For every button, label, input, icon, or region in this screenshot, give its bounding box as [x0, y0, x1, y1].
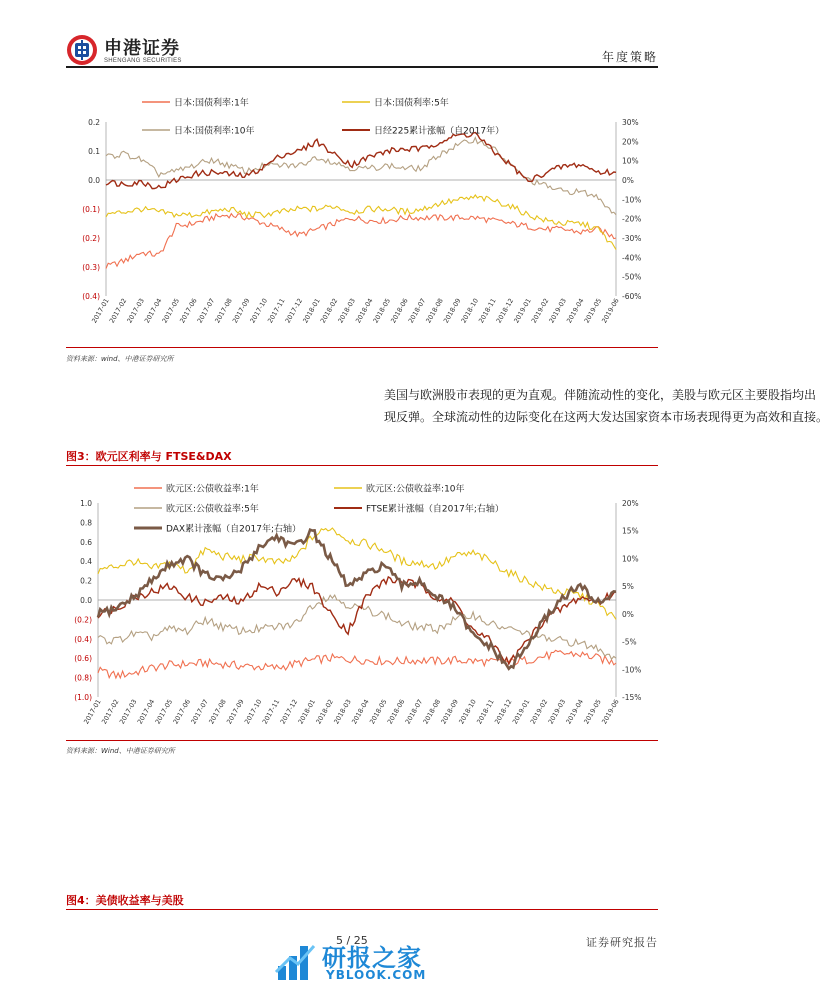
x-tick-label: 2017-08 — [213, 297, 234, 325]
left-tick-label: 0.8 — [80, 518, 92, 528]
series-line — [106, 195, 616, 250]
right-tick-label: 5% — [622, 582, 634, 592]
right-tick-label: 10% — [622, 156, 639, 166]
x-tick-label: 2018-06 — [389, 297, 410, 325]
chart-euro-rates — [66, 476, 658, 738]
x-tick-label: 2017-11 — [260, 698, 282, 726]
series-line — [106, 214, 616, 269]
x-tick-label: 2017-01 — [90, 297, 111, 325]
x-tick-label: 2017-08 — [207, 698, 228, 726]
x-tick-label: 2017-04 — [142, 297, 164, 325]
x-tick-label: 2017-04 — [135, 698, 157, 726]
right-tick-label: -60% — [622, 292, 642, 301]
right-tick-label: -50% — [622, 272, 642, 282]
legend-label: FTSE累计涨幅（自2017年;右轴） — [366, 504, 504, 515]
x-tick-label: 2018-09 — [441, 297, 463, 325]
logo-subtitle: SHENGANG SECURITIES — [104, 58, 182, 64]
x-tick-label: 2019-03 — [547, 297, 568, 325]
x-tick-label: 2019-02 — [528, 698, 550, 726]
figure4-title: 图4：美债收益率与美股 — [66, 894, 184, 907]
report-type: 年度策略 — [601, 50, 658, 64]
figure3-title-rule — [66, 465, 658, 466]
right-tick-label: 20% — [622, 137, 639, 147]
watermark-bars-icon — [276, 942, 316, 982]
left-tick-label: 0.6 — [80, 537, 92, 547]
x-tick-label: 2018-07 — [403, 698, 425, 726]
watermark-cn: 研报之家 — [322, 944, 422, 972]
figure3-title: 图3：欧元区利率与 FTSE&DAX — [66, 450, 232, 463]
x-tick-label: 2017-01 — [82, 698, 103, 726]
right-tick-label: 20% — [622, 499, 639, 508]
x-tick-label: 2017-10 — [248, 297, 270, 325]
right-tick-label: -40% — [622, 253, 642, 263]
x-tick-label: 2019-02 — [529, 297, 551, 325]
chart2-source: 资料来源：Wind、中港证券研究所 — [66, 747, 175, 755]
x-tick-label: 2017-03 — [117, 698, 139, 726]
series-line — [98, 530, 616, 669]
x-tick-label: 2018-04 — [350, 698, 371, 726]
x-tick-label: 2018-05 — [371, 297, 393, 325]
x-tick-label: 2019-06 — [600, 297, 621, 325]
right-tick-label: -20% — [622, 214, 642, 224]
x-tick-label: 2018-10 — [459, 297, 481, 325]
x-tick-label: 2019-01 — [510, 698, 532, 726]
x-tick-label: 2017-03 — [125, 297, 146, 325]
left-tick-label: (0.8) — [74, 673, 92, 683]
right-tick-label: 30% — [622, 118, 639, 127]
x-tick-label: 2017-12 — [278, 698, 300, 726]
x-tick-label: 2019-04 — [564, 698, 586, 726]
x-tick-label: 2018-10 — [457, 698, 478, 726]
left-tick-label: (1.0) — [74, 693, 92, 702]
x-tick-label: 2018-07 — [406, 297, 428, 325]
chart-japan-rates — [66, 84, 658, 344]
legend-label: 日本:国债利率:1年 — [174, 98, 249, 109]
right-tick-label: -10% — [622, 665, 642, 675]
x-tick-label: 2017-09 — [225, 698, 246, 726]
left-tick-label: (0.4) — [82, 292, 100, 301]
series-line — [98, 577, 616, 664]
x-tick-label: 2017-05 — [160, 297, 182, 325]
right-tick-label: 0% — [622, 176, 634, 185]
x-tick-label: 2017-05 — [153, 698, 175, 726]
right-tick-label: -10% — [622, 195, 642, 205]
right-tick-label: -15% — [622, 693, 642, 702]
right-tick-label: -5% — [622, 637, 637, 647]
figure4-title-rule — [66, 909, 658, 910]
x-tick-label: 2017-02 — [100, 698, 121, 726]
x-tick-label: 2018-03 — [336, 297, 357, 325]
legend-label: 欧元区:公债收益率:5年 — [166, 504, 259, 515]
left-tick-label: 0.1 — [88, 147, 100, 156]
x-tick-label: 2018-06 — [385, 698, 407, 726]
legend-label: 日本:国债利率:5年 — [374, 98, 449, 109]
page-number: 5 / 25 — [336, 934, 368, 947]
logo-name: 申港证券 — [104, 38, 180, 59]
logo-icon — [66, 34, 98, 66]
x-tick-label: 2018-08 — [424, 297, 445, 325]
x-tick-label: 2018-11 — [475, 698, 496, 726]
x-tick-label: 2019-01 — [512, 297, 533, 325]
legend-label: 日经225累计涨幅（自2017年） — [374, 126, 505, 137]
paragraph-line-1: 美国与欧洲股市表现的更为直观。伴随流动性的变化，美股与欧元区主要股指均出 — [384, 388, 817, 402]
x-tick-label: 2017-11 — [266, 297, 287, 325]
header — [66, 34, 658, 66]
chart2-bottom-rule — [66, 740, 658, 741]
left-tick-label: (0.4) — [74, 634, 92, 644]
footer-report-label: 证券研究报告 — [586, 936, 658, 949]
series-line — [98, 650, 616, 678]
x-tick-label: 2018-05 — [368, 698, 389, 726]
x-tick-label: 2018-09 — [439, 698, 460, 726]
right-tick-label: 10% — [622, 554, 639, 564]
x-tick-label: 2017-06 — [171, 698, 193, 726]
x-tick-label: 2017-02 — [107, 297, 129, 325]
legend-label: 欧元区:公债收益率:10年 — [366, 484, 465, 495]
x-tick-label: 2018-02 — [314, 698, 335, 726]
left-tick-label: 0.0 — [88, 176, 100, 185]
x-tick-label: 2018-12 — [494, 297, 516, 325]
x-tick-label: 2018-01 — [301, 297, 322, 325]
left-tick-label: (0.1) — [82, 205, 100, 214]
x-tick-label: 2018-03 — [332, 698, 353, 726]
x-tick-label: 2019-04 — [565, 297, 586, 325]
legend-label: 欧元区:公债收益率:1年 — [166, 484, 259, 495]
x-tick-label: 2019-05 — [582, 297, 604, 325]
left-tick-label: (0.3) — [82, 263, 100, 272]
x-tick-label: 2018-01 — [296, 698, 318, 726]
chart1-bottom-rule — [66, 347, 658, 348]
watermark — [276, 936, 456, 986]
x-tick-label: 2019-06 — [600, 698, 621, 726]
header-divider — [66, 66, 658, 68]
right-tick-label: -30% — [622, 234, 642, 243]
left-tick-label: 0.2 — [88, 118, 100, 127]
left-tick-label: 0.2 — [80, 576, 92, 586]
x-tick-label: 2018-12 — [493, 698, 514, 726]
left-tick-label: (0.2) — [74, 615, 92, 625]
x-tick-label: 2019-03 — [546, 698, 568, 726]
x-tick-label: 2018-02 — [318, 297, 340, 325]
x-tick-label: 2017-09 — [230, 297, 252, 325]
chart1-source: 资料来源：wind、中港证券研究所 — [66, 355, 174, 363]
x-tick-label: 2017-12 — [283, 297, 305, 325]
x-tick-label: 2018-11 — [477, 297, 498, 325]
x-tick-label: 2017-10 — [242, 698, 264, 726]
left-tick-label: 0.4 — [80, 557, 92, 567]
legend-label: 日本:国债利率:10年 — [174, 126, 255, 137]
x-tick-label: 2017-06 — [178, 297, 199, 325]
legend-label: DAX累计涨幅（自2017年;右轴） — [166, 524, 302, 535]
x-tick-label: 2017-07 — [189, 698, 210, 726]
x-tick-label: 2019-05 — [582, 698, 603, 726]
left-tick-label: (0.2) — [82, 234, 100, 243]
x-tick-label: 2018-08 — [421, 698, 443, 726]
watermark-url: YBLOOK.COM — [326, 968, 427, 982]
left-tick-label: 0.0 — [80, 596, 92, 605]
x-tick-label: 2017-07 — [195, 297, 217, 325]
left-tick-label: 1.0 — [80, 499, 92, 508]
x-tick-label: 2018-04 — [354, 297, 375, 325]
right-tick-label: 0% — [622, 609, 634, 619]
left-tick-label: (0.6) — [74, 654, 92, 664]
paragraph-line-2: 现反弹。全球流动性的边际变化在这两大发达国家资本市场表现得更为高效和直接。 — [384, 410, 828, 424]
right-tick-label: 15% — [622, 526, 639, 536]
